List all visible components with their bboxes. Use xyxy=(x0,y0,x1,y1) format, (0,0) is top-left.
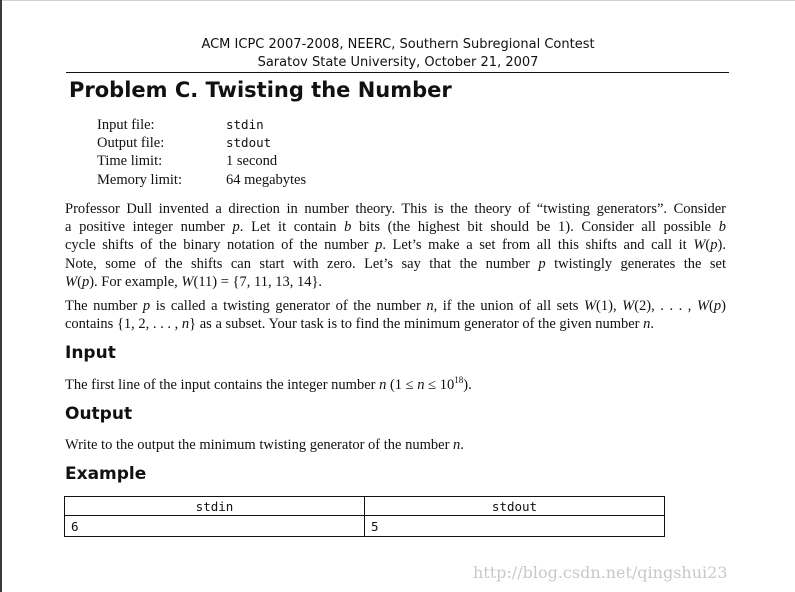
column-header-stdin: stdin xyxy=(65,497,365,516)
statement-line: The number p is called a twisting generator of the number n, if the union of all sets W(1), W(2), . . . , W(p) xyxy=(65,298,726,314)
meta-row xyxy=(97,134,306,152)
problem-limits xyxy=(97,116,306,189)
statement-line: Note, some of the shifts can start with zero. Let’s say that the number p twistingly generates the set xyxy=(65,255,726,272)
statement-line: a positive integer number p. Let it contain b bits (the highest bit should be 1). Consider all possible b xyxy=(65,219,726,236)
meta-label: Memory limit: xyxy=(97,171,182,188)
column-header-stdout: stdout xyxy=(365,497,665,516)
left-border xyxy=(0,0,2,592)
header-divider xyxy=(66,72,729,73)
meta-row xyxy=(97,171,306,189)
contest-header: ACM ICPC 2007-2008, NEERC, Southern Subregional Contest xyxy=(201,37,595,52)
input-line: The first line of the input contains the integer number n $(1 \le n \le 10^{18})$. xyxy=(65,375,472,393)
output-line: Write to the output the minimum twisting generator of the number n. xyxy=(65,437,464,453)
meta-row xyxy=(97,116,306,134)
output-description xyxy=(65,436,726,454)
statement-line: cycle shifts of the binary notation of the number p. Let’s make a set from all this shifts and call it W(p). xyxy=(65,237,726,254)
meta-row xyxy=(97,152,306,170)
watermark: http://blog.csdn.net/qingshui23 xyxy=(473,563,728,582)
meta-label: Input file: xyxy=(97,117,155,133)
output-heading: Output xyxy=(65,404,133,424)
statement-line: Professor Dull invented a direction in number theory. This is the theory of “twisting generators”. Consider xyxy=(65,201,726,217)
exponent: 18 xyxy=(454,375,464,385)
meta-value: 1 second xyxy=(226,153,278,170)
meta-value: stdin xyxy=(226,117,264,132)
example-table xyxy=(64,496,665,537)
meta-value: stdout xyxy=(226,135,272,151)
meta-value: 64 megabytes xyxy=(226,171,307,188)
venue-header: Saratov State University, October 21, 2007 xyxy=(257,55,539,70)
example-heading: Example xyxy=(65,464,147,484)
statement-line: W(p). For example, W(11) = {7, 11, 13, 14}. xyxy=(65,273,323,290)
meta-label: Time limit: xyxy=(97,153,163,170)
table-row xyxy=(65,516,665,537)
meta-label: Output file: xyxy=(97,135,165,152)
statement-paragraph-2 xyxy=(65,297,726,333)
problem-title: Problem C. Twisting the Number xyxy=(69,78,452,102)
input-heading: Input xyxy=(65,343,116,363)
example-input-cell: 6 xyxy=(65,516,365,537)
statement-paragraph-1 xyxy=(65,200,726,291)
statement-line: contains {1, 2, . . . , n} as a subset. Your task is to find the minimum generator of the given number n. xyxy=(65,316,655,333)
example-output-cell: 5 xyxy=(365,516,665,537)
example-header-row xyxy=(65,497,665,516)
input-description xyxy=(65,376,726,394)
top-border xyxy=(0,0,795,1)
